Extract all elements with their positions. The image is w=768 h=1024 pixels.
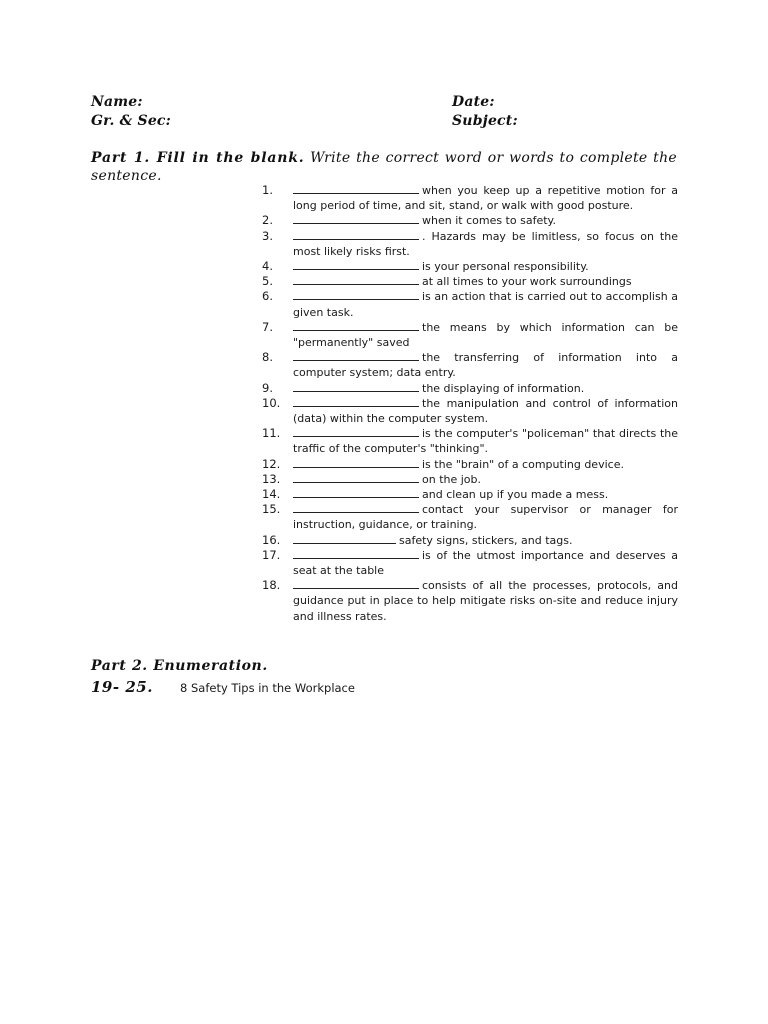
name-label: Name: xyxy=(91,94,143,110)
list-item xyxy=(262,289,678,319)
subject-label: Subject: xyxy=(452,113,518,129)
answer-blank xyxy=(293,381,419,392)
answer-blank xyxy=(293,229,419,240)
list-item xyxy=(262,578,678,624)
item-number: 11. xyxy=(262,426,281,441)
part1-heading xyxy=(91,149,677,185)
item-sentence: when it comes to safety. xyxy=(422,214,556,228)
item-sentence: at all times to your work surroundings xyxy=(422,275,632,289)
list-item xyxy=(262,183,678,213)
item-number: 17. xyxy=(262,547,281,562)
item-sentence: the means by which information can be "permanently" saved xyxy=(293,320,678,350)
answer-blank xyxy=(293,396,419,407)
item-text xyxy=(293,259,678,274)
item-text xyxy=(293,548,678,578)
part1-instruction: Write the correct word or words to complete the sentence. xyxy=(91,150,677,184)
answer-blank xyxy=(293,548,419,559)
list-item xyxy=(262,213,678,228)
item-number: 6. xyxy=(262,289,273,304)
answer-blank xyxy=(293,183,419,194)
list-item xyxy=(262,487,678,502)
item-sentence: the displaying of information. xyxy=(422,381,585,395)
answer-blank xyxy=(293,578,419,589)
item-sentence: is the computer's "policeman" that directs the traffic of the computer's "thinking". xyxy=(293,427,678,456)
item-number: 15. xyxy=(262,502,281,517)
item-sentence: is your personal responsibility. xyxy=(422,260,589,274)
item-text xyxy=(293,502,678,532)
list-item xyxy=(262,259,678,274)
list-item xyxy=(262,274,678,289)
item-text xyxy=(293,381,678,396)
date-label: Date: xyxy=(452,94,495,110)
grade-section-label: Gr. & Sec: xyxy=(91,113,172,129)
item-number: 2. xyxy=(262,213,273,228)
item-text xyxy=(293,472,678,487)
item-sentence: is an action that is carried out to accomplish a given task. xyxy=(293,290,678,319)
answer-blank xyxy=(293,457,419,468)
list-item xyxy=(262,320,678,350)
answer-blank xyxy=(293,259,419,270)
item-number: 3. xyxy=(262,228,273,243)
item-sentence: the transferring of information into a computer system; data entry. xyxy=(293,351,678,380)
item-number: 14. xyxy=(262,487,281,502)
answer-blank xyxy=(293,289,419,300)
answer-blank xyxy=(293,350,419,361)
answer-blank xyxy=(293,472,419,483)
item-sentence: the manipulation and control of information (data) within the computer system. xyxy=(293,396,678,426)
item-number: 4. xyxy=(262,259,273,274)
item-sentence: is the "brain" of a computing device. xyxy=(422,457,624,471)
item-text xyxy=(293,426,678,456)
answer-blank xyxy=(293,274,419,285)
fill-in-blank-list xyxy=(262,183,678,624)
item-text xyxy=(293,320,678,350)
item-number: 18. xyxy=(262,578,281,593)
item-text xyxy=(293,578,678,624)
item-sentence: . Hazards may be limitless, so focus on the most likely risks first. xyxy=(293,229,678,258)
item-text xyxy=(293,533,678,548)
item-number: 13. xyxy=(262,471,281,486)
list-item xyxy=(262,350,678,380)
item-number: 16. xyxy=(262,532,281,547)
item-number: 12. xyxy=(262,456,281,471)
list-item xyxy=(262,502,678,532)
part2-title: Part 2. Enumeration. xyxy=(91,658,268,674)
item-number: 8. xyxy=(262,350,273,365)
item-text xyxy=(293,457,678,472)
answer-blank xyxy=(293,487,419,498)
item-text xyxy=(293,350,678,380)
answer-blank xyxy=(293,320,419,331)
item-text xyxy=(293,213,678,228)
item-text xyxy=(293,487,678,502)
list-item xyxy=(262,472,678,487)
item-sentence: contact your supervisor or manager for instruction, guidance, or training. xyxy=(293,503,678,532)
answer-blank xyxy=(293,426,419,437)
item-text xyxy=(293,274,678,289)
answer-blank xyxy=(293,533,396,544)
list-item xyxy=(262,533,678,548)
enumeration-prompt: 8 Safety Tips in the Workplace xyxy=(180,681,355,695)
part1-title: Part 1. Fill in the blank. xyxy=(91,150,305,166)
item-sentence: when you keep up a repetitive motion for a long period of time, and sit, stand, or walk with good posture. xyxy=(293,184,678,213)
list-item xyxy=(262,426,678,456)
item-sentence: and clean up if you made a mess. xyxy=(422,488,609,502)
answer-blank xyxy=(293,213,419,224)
item-number: 9. xyxy=(262,380,273,395)
item-text xyxy=(293,229,678,259)
item-sentence: safety signs, stickers, and tags. xyxy=(399,533,573,547)
list-item xyxy=(262,548,678,578)
answer-blank xyxy=(293,502,419,513)
item-text xyxy=(293,396,678,426)
item-sentence: consists of all the processes, protocols, and guidance put in place to help mitigate risks on-site and reduce injury and illness rates. xyxy=(293,579,678,623)
item-number: 1. xyxy=(262,183,273,197)
item-text xyxy=(293,183,678,213)
list-item xyxy=(262,381,678,396)
item-number: 7. xyxy=(262,319,273,334)
item-number: 10. xyxy=(262,395,281,410)
item-text xyxy=(293,289,678,319)
enumeration-range: 19- 25. xyxy=(91,678,153,696)
item-number: 5. xyxy=(262,274,273,289)
item-sentence: is of the utmost importance and deserves a seat at the table xyxy=(293,548,678,578)
list-item xyxy=(262,229,678,259)
item-sentence: on the job. xyxy=(422,472,482,486)
list-item xyxy=(262,457,678,472)
list-item xyxy=(262,396,678,426)
